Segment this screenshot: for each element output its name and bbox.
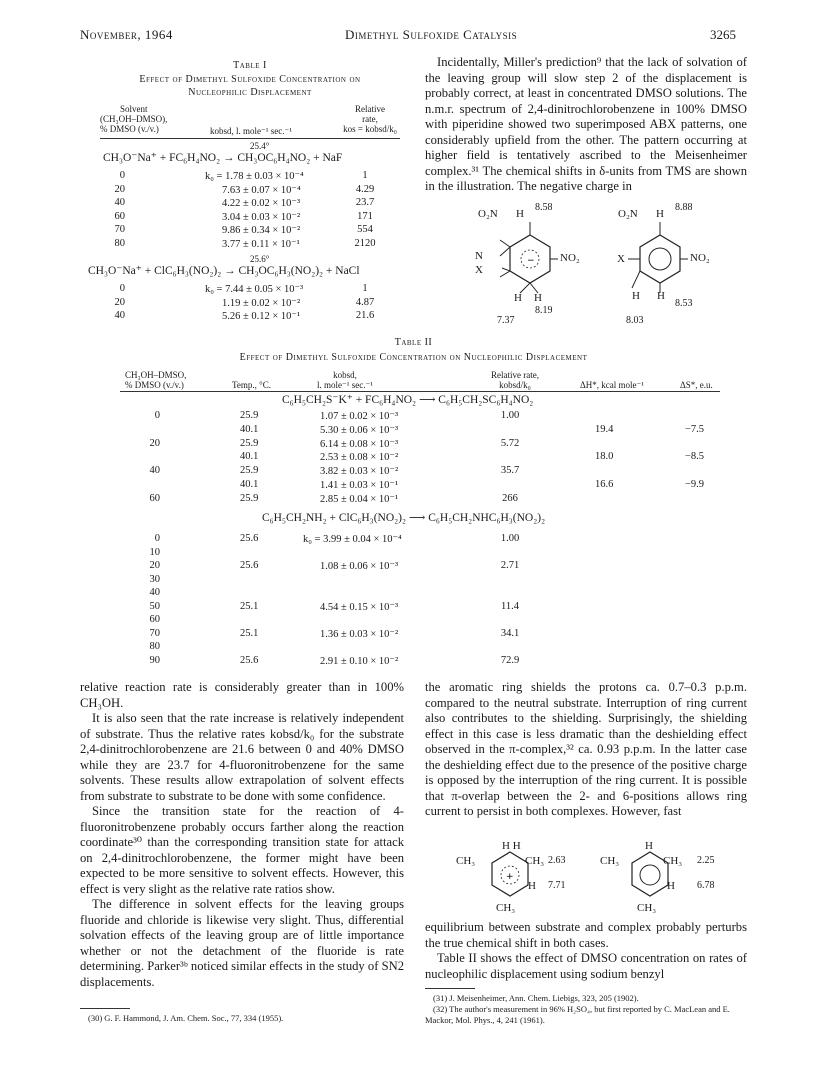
table2-col6-header: ΔS*, e.u.	[680, 380, 713, 390]
table2-cell-ds: −8.5	[685, 451, 705, 463]
table1-cell-dmso: 80	[114, 237, 125, 249]
table1-col1-line3: % DMSO (v./v.)	[100, 124, 159, 134]
table2-cell-k: 2.85 ± 0.04 × 10⁻¹	[320, 493, 399, 505]
table2-cell-dmso: 20	[149, 560, 160, 571]
struct3-shift-263: 2.63	[548, 855, 566, 866]
table1-cell-k: k₀ = 1.78 ± 0.03 × 10⁻⁴	[205, 171, 304, 182]
table1-title-line2: Nucleophilic Displacement	[188, 87, 312, 98]
struct4-h: H	[645, 840, 653, 852]
struct1-shift-819: 8.19	[535, 305, 553, 316]
plus-sign: +	[506, 872, 514, 882]
bond	[632, 271, 640, 288]
table2-cell-dmso: 60	[149, 492, 160, 504]
table2-cell-k: 2.53 ± 0.08 × 10⁻²	[320, 452, 399, 464]
right-footnotes	[425, 993, 747, 1026]
struct1-h3: H	[534, 292, 542, 304]
table1-col1-line1: Solvent	[120, 104, 148, 114]
table1-cell-k: k₀ = 7.44 ± 0.05 × 10⁻³	[205, 284, 304, 295]
paragraph: relative reaction rate is considerably greater than in 100% CH₃OH.	[80, 680, 404, 710]
table2-col3-line1: kobsd,	[333, 370, 357, 380]
table2-cell-temp: 25.1	[240, 627, 259, 639]
table2-cell-dmso: 40	[149, 465, 160, 477]
table2-cell-temp: 25.1	[240, 600, 259, 612]
struct3-ch3-right: CH₃	[525, 855, 545, 867]
struct3-ch3-left: CH₃	[456, 855, 476, 867]
table1-cell-rel: 554	[357, 224, 373, 235]
paragraph: Since the transition state for the reaction of 4-fluoronitrobenzene probably occurs farther along the reaction coordinate³⁰ than the corresponding transition state for attack on 2,4-dinitrochlorobenzene, the former might have been expected to be more sensitive to solvent effects. However, this effect is very slight as the relative rate ratios show.	[80, 804, 404, 896]
benzene-ring	[640, 235, 680, 283]
table2-cell-k: 2.91 ± 0.10 × 10⁻²	[320, 655, 399, 667]
table2-cell-dmso: 60	[149, 614, 160, 625]
table1-cell-dmso: 0	[119, 170, 125, 181]
right-column-body-2	[425, 920, 747, 982]
table2-cell-k: 1.36 ± 0.03 × 10⁻²	[320, 628, 399, 640]
struct4-shift-225: 2.25	[697, 855, 715, 866]
table1-cell-dmso: 20	[114, 296, 125, 308]
struct4-ch3-bottom: CH₃	[637, 902, 657, 914]
table2-col2-header: Temp., °C.	[232, 380, 271, 390]
table2-label: Table II	[394, 337, 433, 348]
struct3-shift-771: 7.71	[548, 880, 566, 891]
left-column-body	[80, 680, 404, 990]
table2-cell-ds: −9.9	[685, 479, 705, 490]
bond	[502, 268, 510, 271]
table2-cell-temp: 25.6	[240, 560, 259, 571]
table1-col3-line1: Relative	[355, 104, 385, 114]
table1-temp1: 25.4°	[250, 141, 270, 151]
table2-cell-temp: 25.6	[240, 533, 259, 544]
struct4-h2: H	[667, 880, 675, 892]
struct2-shift-888: 8.88	[675, 202, 693, 213]
footnote-31: (31) J. Meisenheimer, Ann. Chem. Liebigs, 323, 205 (1902).	[433, 993, 639, 1003]
table2-cell-dmso: 0	[154, 533, 160, 544]
table1-title-line1: Effect of Dimethyl Sulfoxide Concentration on	[139, 74, 361, 85]
table1-cell-rel: 21.6	[355, 310, 375, 321]
table1-col1-line2: (CH₃OH–DMSO),	[100, 114, 168, 124]
table1-cell-k: 4.22 ± 0.02 × 10⁻³	[222, 198, 301, 209]
table1-cell-k: 3.04 ± 0.03 × 10⁻²	[222, 211, 301, 223]
table2-cell-dmso: 40	[149, 587, 160, 598]
table2-col1-line2: % DMSO (v./v.)	[125, 380, 184, 390]
table2-cell-dmso: 20	[149, 437, 160, 449]
struct2-shift-853: 8.53	[675, 298, 693, 309]
table2-cell-temp: 25.9	[240, 492, 259, 504]
table1-equation1: CH₃O⁻Na⁺ + FC₆H₄NO₂ → CH₃OC₆H₄NO₂ + NaF	[103, 152, 343, 164]
table1-cell-k: 7.63 ± 0.07 × 10⁻⁴	[222, 184, 301, 196]
bond	[500, 247, 510, 256]
table2-cell-temp: 25.6	[240, 654, 259, 666]
table2-cell-k: 1.08 ± 0.06 × 10⁻³	[320, 561, 399, 572]
table2-col4-line1: Relative rate,	[491, 370, 539, 380]
table2-cell-rel: 35.7	[500, 465, 520, 477]
footnote-rule	[80, 1008, 130, 1009]
table2-cell-temp: 25.9	[240, 465, 259, 477]
table1-cell-k: 1.19 ± 0.02 × 10⁻²	[222, 297, 301, 309]
struct3-hh: H H	[502, 840, 521, 852]
table1-cell-rel: 1	[362, 283, 368, 294]
struct3-h: H	[528, 880, 536, 892]
struct1-x: X	[475, 264, 483, 276]
struct2-x: X	[617, 253, 625, 265]
table1-cell-dmso: 40	[114, 197, 125, 208]
table2-cell-k: 3.82 ± 0.03 × 10⁻²	[320, 466, 399, 478]
table1-col3-line2: rate,	[362, 114, 378, 124]
table2-cell-temp: 40.1	[240, 479, 259, 490]
table2-cell-rel: 72.9	[500, 654, 520, 666]
table1-col3-line3: kos = kobsd/k₀	[343, 124, 397, 134]
table2-cell-k: 4.54 ± 0.15 × 10⁻³	[320, 601, 399, 613]
aromatic-circle	[640, 865, 660, 885]
footnote-32: (32) The author's measurement in 96% H₂SO₄, but first reported by C. MacLean and E. Mackor, Mol. Phys., 4, 241 (1961).	[425, 1004, 730, 1025]
table2-equation1: C₆H₅CH₂S⁻K⁺ + FC₆H₄NO₂ ⟶ C₆H₅CH₂SC₆H₄NO₂	[282, 394, 534, 406]
table2-cell-dmso: 10	[149, 546, 160, 558]
table2-cell-rel: 5.72	[500, 437, 520, 449]
struct4-ch3-left: CH₃	[600, 855, 620, 867]
table2-cell-dmso: 70	[149, 627, 160, 639]
table1-cell-dmso: 40	[114, 310, 125, 321]
table2-cell-rel: 1.00	[500, 533, 520, 544]
table1-cell-dmso: 60	[114, 210, 125, 222]
aromatic-circle	[649, 248, 671, 270]
struct1-no2: NO₂	[560, 252, 580, 264]
table1-cell-k: 9.86 ± 0.34 × 10⁻²	[222, 225, 301, 236]
table1-cell-rel: 23.7	[355, 197, 375, 208]
table2-title: Effect of Dimethyl Sulfoxide Concentration on Nucleophilic Displacement	[239, 352, 588, 363]
table1-equation2: CH₃O⁻Na⁺ + ClC₆H₃(NO₂)₂ → CH₃OC₆H₃(NO₂)₂ + NaCl	[88, 265, 360, 277]
paragraph: Incidentally, Miller's prediction⁹ that the lack of solvation of the leaving group will slow step 2 of the displacement is probably correct, at least in concentrated DMSO solutions. The n.m.r. spectrum of 2,4-dinitrochlorobenzene in 100% DMSO with piperidine showed two superimposed ABX patterns, one considerably upfield from the other. The pattern occurring at higher field is tentatively ascribed to the Meisenheimer complex.³¹ The chemical shifts in δ-units from TMS are shown in the illustration. The negative charge in	[425, 55, 747, 193]
table2-col1-line1: CH₃OH–DMSO,	[125, 370, 187, 380]
struct1-shift-737: 7.37	[497, 315, 515, 326]
table2-cell-rel: 34.1	[500, 627, 520, 639]
footnote-30: (30) G. F. Hammond, J. Am. Chem. Soc., 77, 334 (1955).	[88, 1013, 284, 1023]
struct2-o2n: O₂N	[618, 208, 638, 220]
struct3-ch3-bottom: CH₃	[496, 902, 516, 914]
table2-cell-dmso: 50	[149, 600, 160, 612]
table2-cell-rel: 11.4	[501, 600, 519, 612]
struct4-shift-678: 6.78	[697, 880, 715, 891]
table1-cell-rel: 2120	[354, 237, 376, 249]
table2-cell-rel: 2.71	[500, 560, 520, 571]
table2-cell-k: 5.30 ± 0.06 × 10⁻³	[320, 424, 399, 436]
struct1-shift-858: 8.58	[535, 202, 553, 213]
bond	[500, 240, 510, 247]
table1-col3-header	[330, 104, 410, 134]
table1-cell-rel: 4.29	[355, 183, 375, 195]
right-column-body	[425, 680, 747, 820]
table2-cell-dh: 16.6	[595, 479, 614, 490]
table2-cell-dh: 18.0	[595, 451, 614, 463]
paragraph: The difference in solvent effects for the leaving groups fluoride and chloride is likewise very slight. Thus, differential solvation effects of the leaving group are of little importance whether or not the detachment of the fluoride is rate determining. Parker³ᵇ noticed similar effects in the study of SN2 displacements.	[80, 897, 404, 989]
paragraph: equilibrium between substrate and complex probably perturbs the true chemical shift in both cases.	[425, 920, 747, 950]
table2-col4-line2: kobsd/k₀	[499, 380, 531, 390]
struct2-no2: NO₂	[690, 252, 710, 264]
struct4-ch3-right: CH₃	[663, 855, 683, 867]
table2-cell-dmso: 80	[149, 641, 160, 652]
bond	[500, 271, 510, 277]
struct1-h2: H	[514, 292, 522, 304]
table1-temp2: 25.6°	[250, 254, 270, 264]
table2-cell-temp: 40.1	[240, 451, 259, 463]
table1-cell-rel: 171	[357, 210, 373, 222]
table1-rule	[100, 138, 400, 139]
table2-col1-header	[125, 370, 186, 390]
struct1-h: H	[516, 208, 524, 220]
table1-cell-rel: 1	[362, 170, 368, 181]
table2-col3-line2: l. mole⁻¹ sec.⁻¹	[317, 380, 373, 390]
struct2-shift-803: 8.03	[626, 315, 644, 326]
page-number: 3265	[710, 27, 736, 42]
table2-cell-ds: −7.5	[685, 423, 705, 435]
table2-cell-rel: 266	[502, 492, 518, 504]
struct2-h: H	[656, 208, 664, 220]
struct2-h3: H	[657, 290, 665, 302]
table2-col3-header	[300, 370, 390, 390]
struct1-o2n: O₂N	[478, 208, 498, 220]
table2-col5-header: ΔH*, kcal mole⁻¹	[580, 380, 644, 390]
table2-equation2: C₆H₅CH₂NH₂ + ClC₆H₃(NO₂)₂ ⟶ C₆H₅CH₂NHC₆H₃(NO₂)₂	[262, 512, 546, 524]
minus-sign: −	[527, 256, 535, 266]
struct1-n: N	[475, 250, 483, 262]
table1-cell-dmso: 70	[114, 224, 125, 235]
table1-col2-header: kobsd, l. mole⁻¹ sec.⁻¹	[210, 126, 292, 136]
struct2-h2: H	[632, 290, 640, 302]
table2-col4-header	[470, 370, 560, 390]
table1-cell-k: 3.77 ± 0.11 × 10⁻¹	[222, 238, 300, 250]
table1-cell-rel: 4.87	[355, 296, 375, 308]
right-column-intro	[425, 55, 747, 195]
table2-cell-dmso: 0	[154, 410, 160, 421]
table2-cell-k: 1.41 ± 0.03 × 10⁻¹	[320, 480, 399, 491]
table2-cell-k: 1.07 ± 0.02 × 10⁻³	[320, 411, 399, 422]
table2-cell-temp: 25.9	[240, 410, 259, 421]
table2-cell-dh: 19.4	[595, 423, 614, 435]
running-header-date: November, 1964	[80, 27, 173, 42]
table1-cell-dmso: 20	[114, 183, 125, 195]
table1-cell-k: 5.26 ± 0.12 × 10⁻¹	[222, 311, 301, 322]
running-header-title: Dimethyl Sulfoxide Catalysis	[345, 27, 518, 42]
paragraph: It is also seen that the rate increase is relatively independent of substrate. Thus the relative rates kobsd/k₀ for the substrate 2,4-dinitrochlorobenzene are 21.6 between 0 and 40% DMSO while they are 23.7 for 4-fluoronitrobenzene for the same solvents. These results allow extrapolation of solvent effects from substrate to substrate to be done with some confidence.	[80, 711, 404, 803]
paragraph: the aromatic ring shields the protons ca. 0.7–0.3 p.p.m. compared to the neutral substrate. Interruption of ring current also contributes to the shielding. Surprisingly, the shielding effect in this case is less dramatic than the deshielding effect observed in the π-complex,³² ca. 0.93 p.p.m. In the latter case the deshielding effect due to the presence of the positive charge is opposed by the interruption of the ring current. It is possible that π-overlap between the 2- and 6-positions allows ring current to persist in both complexes. However, fast	[425, 680, 747, 818]
table2-cell-k: k₀ = 3.99 ± 0.04 × 10⁻⁴	[303, 534, 402, 545]
table2-cell-dmso: 30	[149, 573, 160, 585]
table2-cell-temp: 25.9	[240, 437, 259, 449]
paragraph: Table II shows the effect of DMSO concentration on rates of nucleophilic displacement using sodium benzyl	[425, 951, 747, 981]
table1-label: Table I	[233, 60, 267, 71]
table1-cell-dmso: 0	[119, 283, 125, 294]
table2-cell-rel: 1.00	[500, 410, 520, 421]
table2-cell-temp: 40.1	[240, 423, 259, 435]
footnote-rule	[425, 988, 475, 989]
table2-cell-dmso: 90	[149, 654, 160, 666]
table2-cell-k: 6.14 ± 0.08 × 10⁻³	[320, 438, 399, 450]
table1-col1-header	[100, 104, 200, 134]
